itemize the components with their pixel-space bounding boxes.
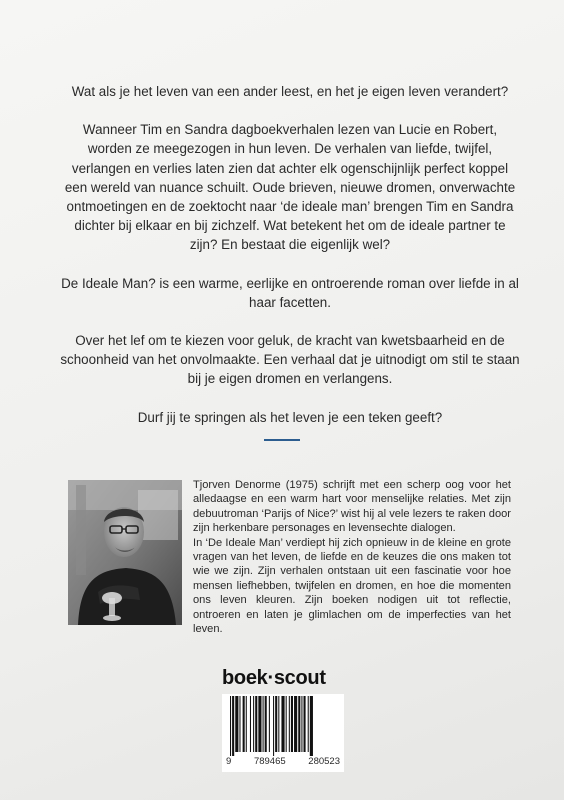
barcode-bar — [255, 696, 257, 752]
barcode-bar — [253, 696, 254, 752]
publisher-logo — [222, 667, 326, 690]
barcode-bar — [243, 696, 245, 752]
barcode-bar — [294, 696, 297, 752]
blurb-summary: Wanneer Tim en Sandra dagboekverhalen lezen van Lucie en Robert, worden ze meegezogen in hun leven. De verhalen van liefde, twijfel, verlangen en verlies laten zien dat achter elk ogenschijnlijk perfect koppel een wereld van nuance schuilt. Oude brieven, nieuwe dromen, onverwachte ontmoetingen en de zoektocht naar ‘de ideale man’ brengen Tim en Sandra dichter bij elkaar en bij zichzelf. Wat betekent het om de ideale partner te zijn? En bestaat die eigenlijk wel? — [64, 122, 516, 253]
barcode-bar — [269, 696, 270, 752]
publisher-name-part1: boek — [222, 667, 268, 689]
barcode-bar — [275, 696, 277, 752]
bio-intro: Tjorven Denorme (1975) schrijft met een scherp oog voor het alledaagse en een warm hart voor menselijke relaties. Met zijn debuutroman ‘Parijs of Nice?’ wist hij al vele lezers te raken door zijn herkenbare personages en levensechte dialogen. — [193, 479, 511, 535]
publisher-name-part2: scout — [273, 667, 326, 689]
barcode-bar — [286, 696, 287, 752]
barcode-bar — [289, 696, 290, 752]
barcode-bar — [263, 696, 264, 752]
author-photo — [68, 480, 182, 625]
barcode-bar — [232, 696, 234, 756]
barcode-bar — [246, 696, 247, 752]
barcode-bar — [273, 696, 274, 756]
barcode-bar — [230, 696, 231, 756]
barcode-bar — [278, 696, 279, 752]
barcode-bar — [308, 696, 309, 752]
author-bio — [193, 478, 511, 636]
barcode-bar — [265, 696, 267, 752]
barcode-bar — [304, 696, 306, 752]
bio-details: In ‘De Ideale Man’ verdiept hij zich opnieuw in de kleine en grote vragen van het leven, de liefde en de keuzes die ons maken tot wie we zijn. Zijn verhalen ontstaan uit een fascinatie voor hoe mensen liefhebben, twijfelen en dromen, en hoe die momenten ons leven kleuren. Zijn boeken nodigen uit tot reflectie, ontroeren en laten je glimlachen om de imperfecties van het leven. — [193, 536, 511, 636]
isbn-group-1: 789465 — [253, 756, 286, 767]
barcode-bar — [258, 696, 261, 752]
barcode-bar — [301, 696, 302, 752]
isbn-prefix: 9 — [226, 756, 232, 767]
barcode-bars — [228, 696, 338, 756]
barcode-bar — [298, 696, 300, 752]
barcode-bar — [291, 696, 293, 752]
publisher-dot: · — [267, 667, 274, 689]
blurb-closing-question: Durf jij te springen als het leven je een teken geeft? — [137, 409, 443, 425]
blurb-description: De Ideale Man? is een warme, eerlijke en ontroerende roman over liefde in al haar facetten. — [61, 275, 519, 310]
isbn-number — [222, 756, 344, 767]
author-portrait-image — [68, 480, 182, 625]
barcode-bar — [239, 696, 240, 752]
accent-divider — [264, 439, 300, 441]
isbn-group-2: 280523 — [308, 756, 340, 767]
barcode-bar — [235, 696, 238, 752]
barcode — [222, 694, 344, 772]
barcode-bar — [281, 696, 284, 752]
blurb — [60, 82, 520, 446]
barcode-bar — [250, 696, 251, 752]
blurb-themes: Over het lef om te kiezen voor geluk, de kracht van kwetsbaarheid en de schoonheid van het onvolmaakte. Een verhaal dat je uitnodigt om stil te staan bij je eigen dromen en verlangens. — [60, 333, 520, 387]
blurb-tagline: Wat als je het leven van een ander leest, en het je eigen leven verandert? — [71, 84, 509, 99]
barcode-bar — [310, 696, 313, 756]
